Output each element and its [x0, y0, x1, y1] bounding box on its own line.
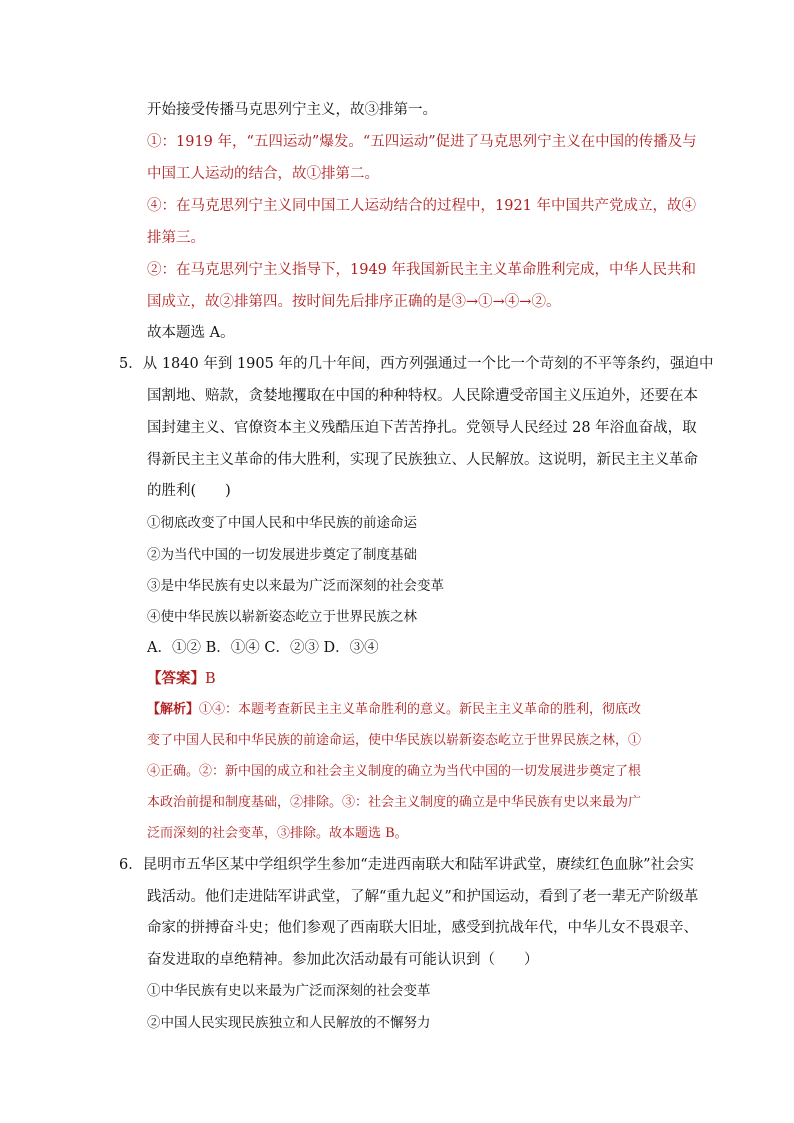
explanation-point-3-line-2: 国成立，故②排第四。按时间先后排序正确的是③→①→④→②。: [147, 294, 561, 310]
explanation-label: 【解析】: [147, 702, 200, 717]
explanation-conclusion: 故本题选 A。: [147, 325, 235, 341]
question-6-stem-line-3: 命家的拼搏奋斗史；他们参观了西南联大旧址，感受到抗战年代，中华儿女不畏艰辛、: [147, 920, 698, 936]
explanation-point-2-line-1: ④：在马克思列宁主义同中国工人运动结合的过程中，1921 年中国共产党成立，故④: [147, 198, 697, 214]
question-6-option-1: ①中华民族有史以来最为广泛而深刻的社会变革: [147, 983, 431, 999]
question-6-option-2: ②中国人民实现民族独立和人民解放的不懈努力: [147, 1015, 431, 1031]
explanation-point-1-line-1: ①：1919 年，“五四运动”爆发。“五四运动”促进了马克思列宁主义在中国的传播及与: [147, 134, 697, 150]
question-6-stem-line-4: 奋发进取的卓绝精神。参加此次活动最有可能认识到（ ）: [147, 952, 539, 968]
question-5-option-1: ①彻底改变了中国人民和中华民族的前途命运: [147, 515, 417, 531]
explanation-line: 开始接受传播马克思列宁主义，故③排第一。: [147, 102, 437, 118]
question-5-stem-line-2: 国割地、赔款，贪婪地攫取在中国的种种特权。人民除遭受帝国主义压迫外，还要在本: [147, 388, 698, 404]
question-6-stem-line-2: 践活动。他们走进陆军讲武堂，了解“重九起义”和护国运动，看到了老一辈无产阶级革: [147, 889, 699, 905]
explanation-point-1-line-2: 中国工人运动的结合，故①排第二。: [147, 166, 379, 182]
question-5-answer: [147, 669, 216, 689]
question-5-stem-line-4: 得新民主主义革命的伟大胜利，实现了民族独立、人民解放。这说明，新民主主义革命: [147, 452, 698, 468]
explanation-point-2-line-2: 排第三。: [147, 230, 205, 246]
answer-value: B: [205, 671, 216, 687]
explanation-text: ①④：本题考查新民主主义革命胜利的意义。新民主主义革命的胜利，彻底改: [199, 702, 642, 717]
question-5-stem-line-5: 的胜利( ): [147, 483, 231, 499]
explanation-point-3-line-1: ②：在马克思列宁主义指导下，1949 年我国新民主主义革命胜利完成，中华人民共和: [147, 262, 697, 278]
question-5-option-3: ③是中华民族有史以来最为广泛而深刻的社会变革: [147, 578, 444, 594]
question-5-explanation-line-2: 变了中国人民和中华民族的前途命运，使中华民族以崭新姿态屹立于世界民族之林，①: [147, 733, 642, 748]
question-5-explanation-line-5: 泛而深刻的社会变革，③排除。故本题选 B。: [147, 826, 408, 841]
question-5-stem-line-1: 5．从 1840 年到 1905 年的几十年间，西方列强通过一个比一个苛刻的不平等条约，强迫中: [119, 356, 714, 372]
question-5-choices: A．①② B．①④ C．②③ D．③④: [147, 640, 379, 656]
question-5-explanation-line-4: 本政治前提和制度基础，②排除。③：社会主义制度的确立是中华民族有史以来最为广: [147, 795, 642, 810]
question-5-explanation-line-3: ④正确。②：新中国的成立和社会主义制度的确立为当代中国的一切发展进步奠定了根: [147, 764, 642, 779]
question-5-option-2: ②为当代中国的一切发展进步奠定了制度基础: [147, 547, 417, 563]
question-5-explanation-line-1: [147, 700, 641, 720]
question-5-option-4: ④使中华民族以崭新姿态屹立于世界民族之林: [147, 609, 417, 625]
question-6-stem-line-1: 6．昆明市五华区某中学组织学生参加“走进西南联大和陆军讲武堂，赓续红色血脉”社会实: [119, 857, 695, 873]
question-5-stem-line-3: 国封建主义、官僚资本主义残酷压迫下苦苦挣扎。党领导人民经过 28 年浴血奋战，取: [147, 420, 697, 436]
answer-label: 【答案】: [147, 670, 205, 687]
